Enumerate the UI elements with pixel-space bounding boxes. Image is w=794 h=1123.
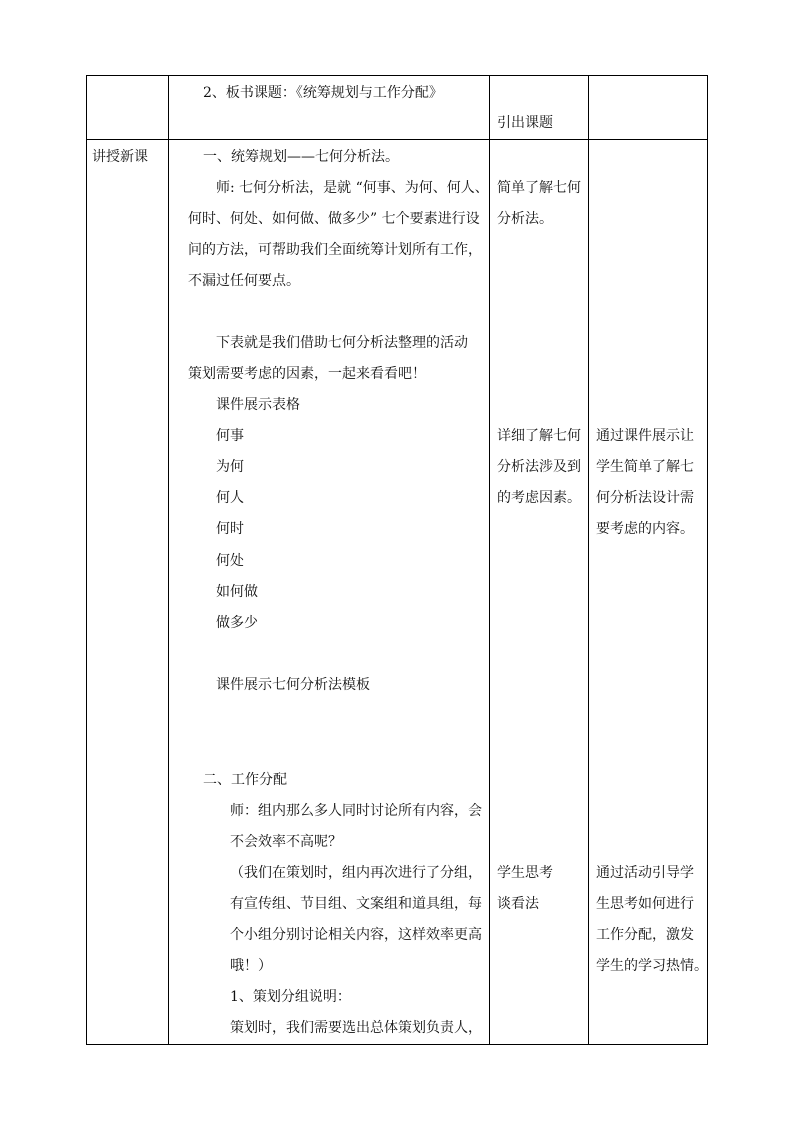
activity-line: 学生思考: [497, 865, 553, 881]
content-line: 何时、何处、如何做、做多少” 七个要素进行设: [188, 211, 480, 227]
column-divider-1: [168, 75, 169, 1045]
list-item: 做多少: [216, 615, 258, 631]
list-item: 何处: [216, 553, 244, 569]
content-line: 师：组内那么多人同时讨论所有内容，会: [230, 803, 482, 819]
content-line: （我们在策划时，组内再次进行了分组，: [230, 865, 482, 881]
table-right-border: [707, 75, 708, 1045]
section-heading: 二、工作分配: [203, 772, 287, 788]
content-line: 课件展示七何分析法模板: [216, 677, 370, 693]
intent-line: 何分析法设计需: [596, 490, 694, 506]
content-line: 下表就是我们借助七何分析法整理的活动: [216, 335, 468, 351]
list-item: 何人: [216, 490, 244, 506]
content-line: 不会效率不高呢？: [230, 834, 342, 850]
intent-line: 要考虑的内容。: [596, 521, 694, 537]
activity-line: 谈看法: [497, 896, 539, 912]
intent-line: 通过活动引导学: [596, 865, 694, 881]
intent-line: 生思考如何进行: [596, 896, 694, 912]
activity-line: 的考虑因素。: [497, 490, 581, 506]
list-item: 何事: [216, 428, 244, 444]
activity-line: 详细了解七何: [497, 428, 581, 444]
content-line: 问的方法，可帮助我们全面统筹计划所有工作，: [188, 242, 482, 258]
table-left-border: [86, 75, 87, 1045]
stage-label: 讲授新课: [92, 149, 148, 165]
intent-line: 学生简单了解七: [596, 459, 694, 475]
list-item: 为何: [216, 459, 244, 475]
content-line: 策划时，我们需要选出总体策划负责人，: [230, 1020, 482, 1036]
list-item: 何时: [216, 521, 244, 537]
content-line: 不漏过任何要点。: [188, 273, 300, 289]
list-item: 如何做: [216, 584, 258, 600]
intent-line: 工作分配，激发: [596, 927, 694, 943]
content-line: 有宣传组、节目组、文案组和道具组，每: [230, 896, 482, 912]
table-top-border: [86, 75, 708, 76]
intent-line: 通过课件展示让: [596, 428, 694, 444]
table-bottom-border: [86, 1044, 708, 1045]
content-line: 师: 七何分析法，是就 “何事、为何、何人、: [216, 180, 489, 196]
content-line: 哦！）: [230, 958, 272, 974]
content-line: 1、策划分组说明：: [230, 989, 351, 1005]
activity-line: 简单了解七何: [497, 180, 581, 196]
column-divider-3: [588, 75, 589, 1045]
board-title-text: 2、板书课题：《统筹规划与工作分配》: [203, 85, 443, 101]
activity-line: 分析法涉及到: [497, 459, 581, 475]
section-heading: 一、统筹规划——七何分析法。: [203, 149, 399, 165]
content-line: 课件展示表格: [216, 397, 300, 413]
intent-line: 学生的学习热情。: [596, 958, 708, 974]
content-line: 策划需要考虑的因素，一起来看看吧！: [188, 366, 426, 382]
column-divider-2: [489, 75, 490, 1045]
row-divider: [86, 139, 708, 140]
intro-activity-text: 引出课题: [497, 115, 553, 131]
content-line: 个小组分别讨论相关内容，这样效率更高: [230, 927, 482, 943]
activity-line: 分析法。: [497, 211, 553, 227]
